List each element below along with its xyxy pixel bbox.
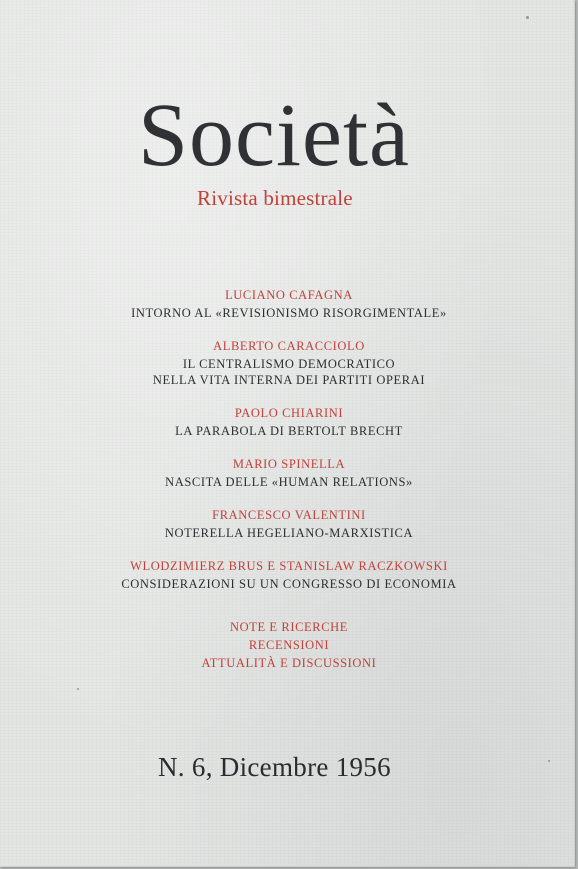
section-attualita: ATTUALITÀ E DISCUSSIONI — [201, 656, 377, 670]
contents-title-2-line-2: NELLA VITA INTERNA DEI PARTITI OPERAI — [152, 373, 426, 387]
contents-author-1: LUCIANO CAFAGNA — [225, 288, 353, 302]
paper-speck — [77, 688, 79, 690]
contents-author-2: ALBERTO CARACCIOLO — [213, 339, 365, 353]
journal-subtitle: Rivista bimestrale — [197, 186, 353, 210]
contents-title-3: LA PARABOLA DI BERTOLT BRECHT — [175, 424, 403, 438]
section-recensioni: RECENSIONI — [248, 638, 330, 652]
contents-author-5: FRANCESCO VALENTINI — [212, 508, 366, 522]
contents-title-4: NASCITA DELLE «HUMAN RELATIONS» — [165, 475, 413, 489]
contents-title-6: CONSIDERAZIONI SU UN CONGRESSO DI ECONOMIA — [121, 577, 457, 591]
contents-title-5: NOTERELLA HEGELIANO-MARXISTICA — [164, 526, 414, 540]
contents-title-2-line-1: IL CENTRALISMO DEMOCRATICO — [182, 357, 396, 371]
contents-author-6: WLODZIMIERZ BRUS E STANISLAW RACZKOWSKI — [130, 559, 448, 573]
paper-speck — [526, 16, 529, 19]
contents-author-4: MARIO SPINELLA — [232, 457, 346, 471]
section-note-e-ricerche: NOTE E RICERCHE — [229, 620, 349, 634]
contents-title-1: INTORNO AL «REVISIONISMO RISORGIMENTALE» — [131, 306, 447, 320]
journal-title: Società — [138, 86, 410, 185]
issue-number: N. 6, Dicembre 1956 — [158, 752, 391, 782]
contents-author-3: PAOLO CHIARINI — [234, 406, 344, 420]
paper-speck — [548, 760, 550, 762]
